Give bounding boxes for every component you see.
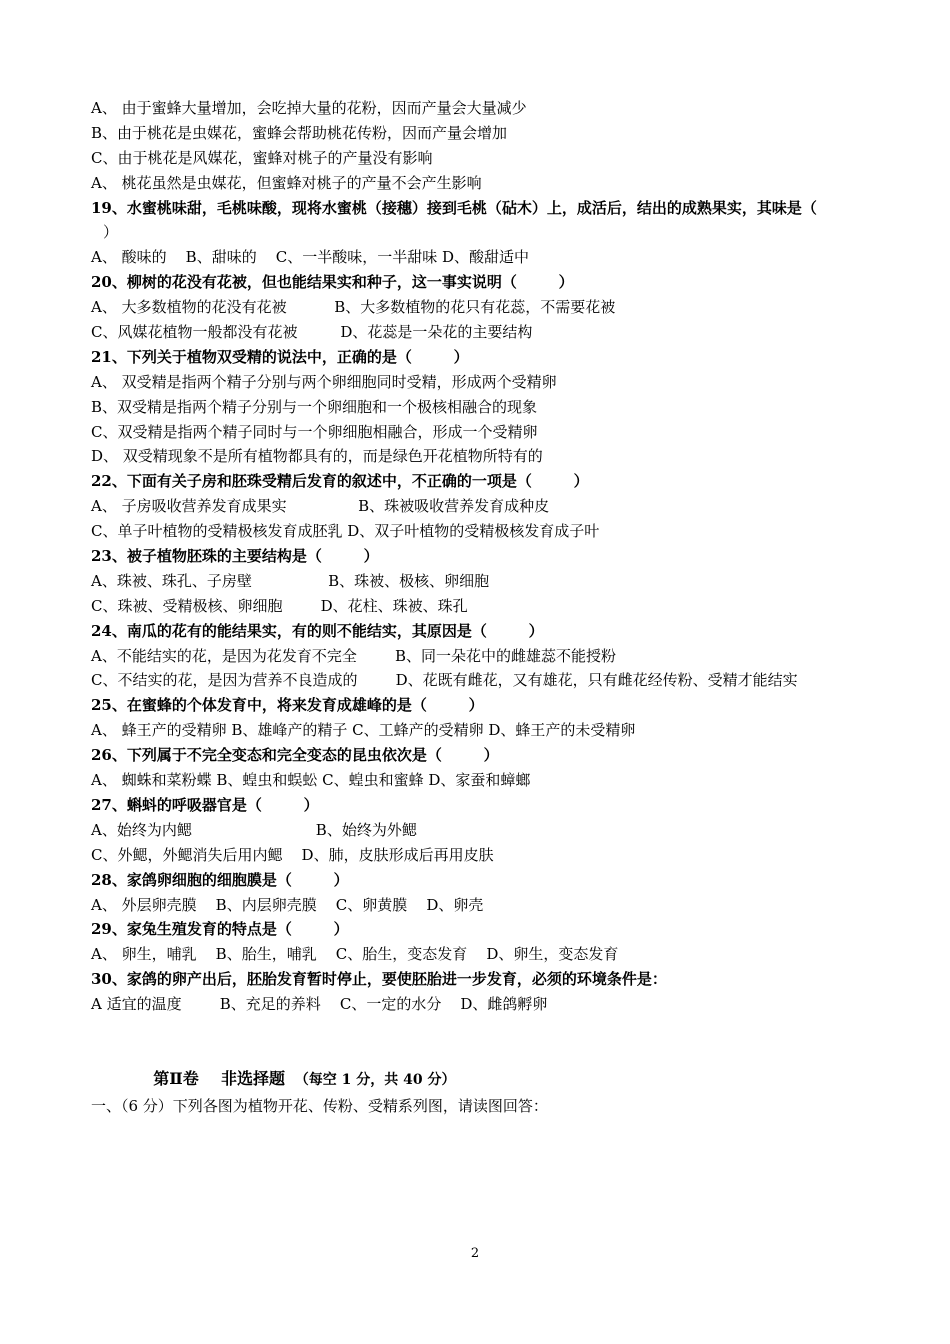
question-stem: 21、下列关于植物双受精的说法中，正确的是（ ） [91,347,469,366]
answer-option-line: C、珠被、受精极核、卵细胞 D、花柱、珠被、珠孔 [91,596,468,615]
answer-option-line: B、双受精是指两个精子分别与一个卵细胞和一个极核相融合的现象 [91,397,538,416]
answer-option-line: A、 蜘蛛和菜粉蝶 B、蝗虫和蜈蚣 C、蝗虫和蜜蜂 D、家蚕和蟑螂 [91,771,531,790]
answer-option-line: A、 由于蜜蜂大量增加，会吃掉大量的花粉，因而产量会大量减少 [91,99,527,117]
answer-option-line: A、 酸味的 B、甜味的 C、一半酸味，一半甜味 D、酸甜适中 [91,248,530,267]
question-stem: 28、家鸽卵细胞的细胞膜是（ ） [91,870,349,889]
answer-option-line: C、外鳃，外鳃消失后用内鳃 D、肺，皮肤形成后再用皮肤 [91,845,494,864]
answer-option-line: A、珠被、珠孔、子房壁 B、珠被、极核、卵细胞 [91,571,490,590]
question-list [91,96,881,1017]
answer-option-line: A、不能结实的花，是因为花发育不完全 B、同一朵花中的雌雄蕊不能授粉 [91,646,617,665]
section-score-note: （每空 1 分，共 40 分） [285,1072,456,1088]
question-continuation: ） [103,223,119,242]
answer-option-line: C、风媒花植物一般都没有花被 D、花蕊是一朵花的主要结构 [91,323,533,342]
answer-option-line: B、由于桃花是虫媒花，蜜蜂会帮助桃花传粉，因而产量会增加 [91,123,508,142]
answer-option-line: C、由于桃花是风媒花，蜜蜂对桃子的产量没有影响 [91,148,433,167]
answer-option-line: A、 双受精是指两个精子分别与两个卵细胞同时受精，形成两个受精卵 [91,372,557,391]
question-stem: 25、在蜜蜂的个体发育中，将来发育成雄峰的是（ ） [91,696,484,715]
question-stem: 29、家兔生殖发育的特点是（ ） [91,920,349,939]
answer-option-line: C、单子叶植物的受精极核发育成胚乳 D、双子叶植物的受精极核发育成子叶 [91,522,600,541]
answer-option-line: C、不结实的花，是因为营养不良造成的 D、花既有雌花，又有雄花，只有雌花经传粉、受精才能结实 [91,671,798,690]
answer-option-line: A、 蜂王产的受精卵 B、雄峰产的精子 C、工蜂产的受精卵 D、蜂王产的未受精卵 [91,721,636,740]
answer-option-line: A、 子房吸收营养发育成果实 B、珠被吸收营养发育成种皮 [91,497,550,516]
answer-option-line: D、 双受精现象不是所有植物都具有的，而是绿色开花植物所特有的 [91,447,543,466]
answer-option-line: A、始终为内鳃 B、始终为外鳃 [91,820,417,839]
question-stem: 20、柳树的花没有花被，但也能结果实和种子，这一事实说明（ ） [91,273,574,292]
answer-option-line: A 适宜的温度 B、充足的养料 C、一定的水分 D、雌鸽孵卵 [91,995,548,1014]
question-stem: 27、蝌蚪的呼吸器官是（ ） [91,795,319,814]
section-intro: 一、（6 分）下列各图为植物开花、传粉、受精系列图，请读图回答： [91,1097,548,1115]
question-stem: 26、下列属于不完全变态和完全变态的昆虫依次是（ ） [91,746,499,765]
answer-option-line: C、双受精是指两个精子同时与一个卵细胞相融合，形成一个受精卵 [91,422,538,441]
answer-option-line: A、 外层卵壳膜 B、内层卵壳膜 C、卵黄膜 D、卵壳 [91,895,484,914]
answer-option-line: A、 卵生，哺乳 B、胎生，哺乳 C、胎生，变态发育 D、卵生，变态发育 [91,945,619,964]
question-stem: 30、家鸽的卵产出后，胚胎发育暂时停止，要使胚胎进一步发育，必须的环境条件是： [91,970,667,989]
question-stem: 19、水蜜桃味甜，毛桃味酸，现将水蜜桃（接穗）接到毛桃（砧木）上，成活后，结出的成熟果实，其味是（ [91,198,817,217]
question-stem: 24、南瓜的花有的能结果实，有的则不能结实，其原因是（ ） [91,621,544,640]
answer-option-line: A、 桃花虽然是虫媒花，但蜜蜂对桃子的产量不会产生影响 [91,173,482,192]
answer-option-line: A、 大多数植物的花没有花被 B、大多数植物的花只有花蕊，不需要花被 [91,298,616,317]
question-stem: 22、下面有关子房和胚珠受精后发育的叙述中，不正确的一项是（ ） [91,472,589,491]
page-number: 2 [470,1246,480,1261]
section-title-text: 第Ⅱ卷 非选择题 [153,1069,286,1088]
question-stem: 23、被子植物胚珠的主要结构是（ ） [91,547,379,566]
